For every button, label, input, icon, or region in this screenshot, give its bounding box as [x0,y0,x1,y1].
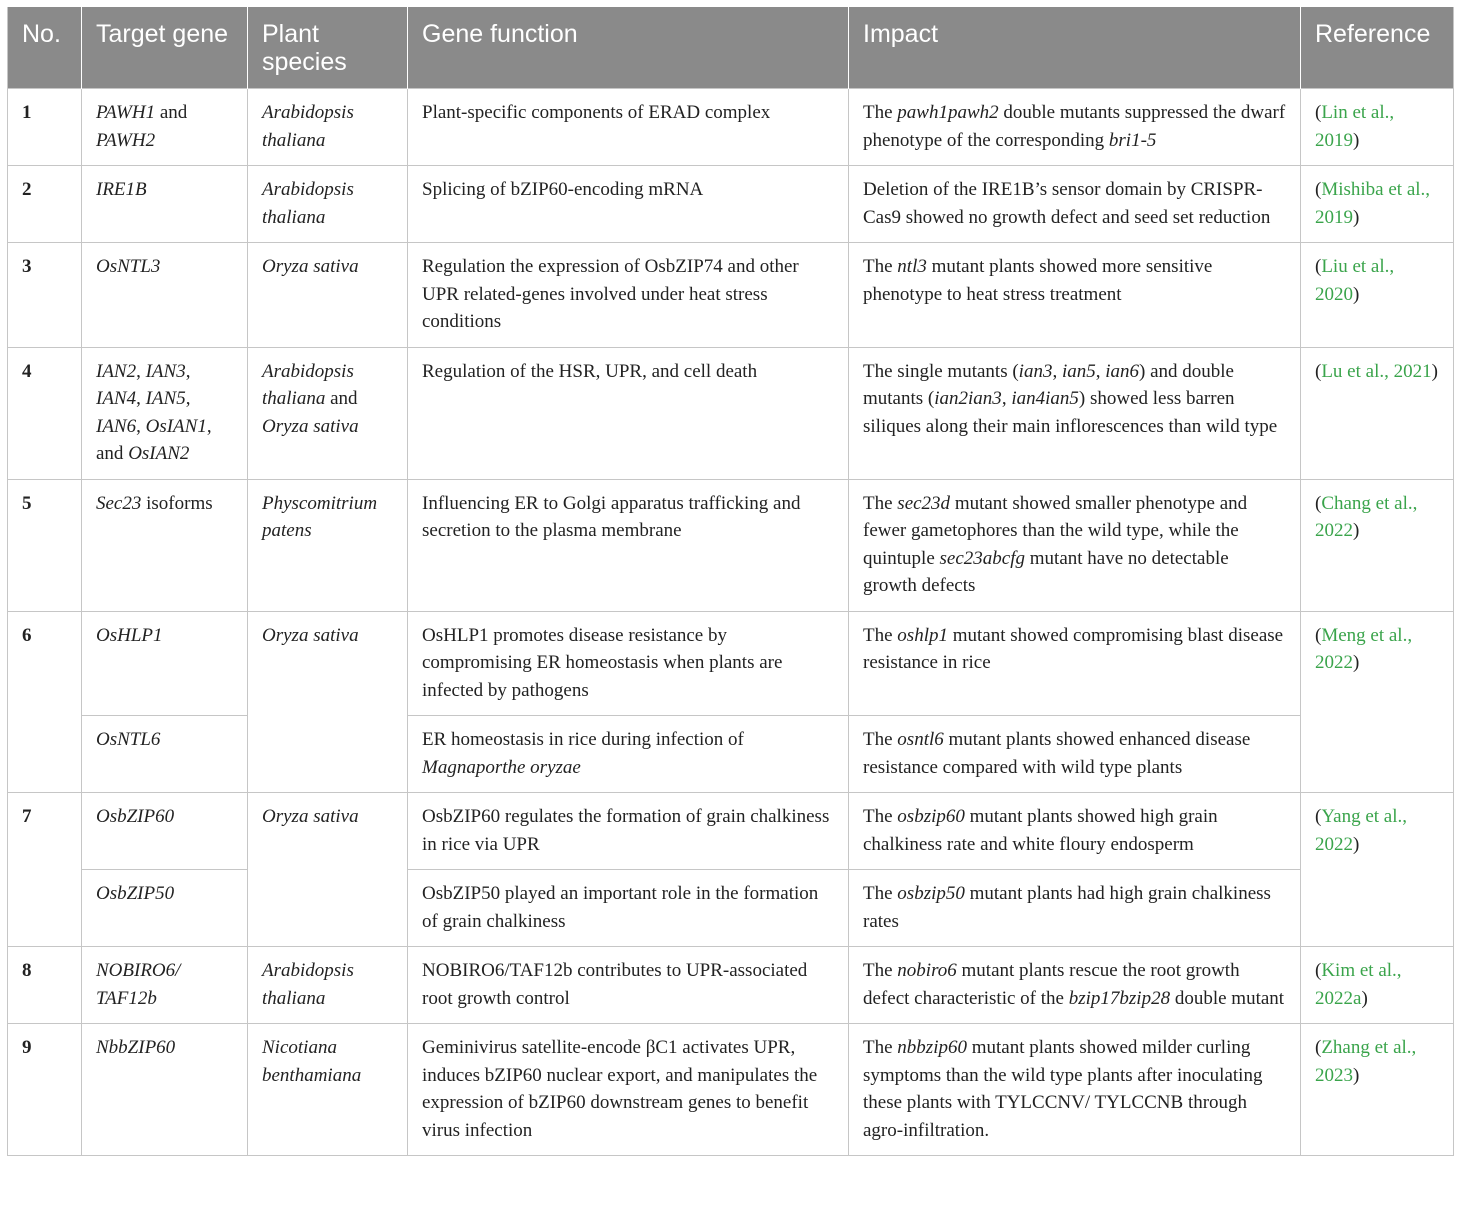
gene-function-cell [408,166,849,243]
impact-cell [849,347,1301,479]
text-segment: pawh1pawh2 [897,102,999,123]
impact-cell [849,611,1301,716]
text-segment: Geminivirus satellite-encode βC1 activates UPR, induces bZIP60 nuclear export, and manipulates the expression of bZIP60 downstream genes to benefit virus infection [422,1037,818,1141]
text-segment: Arabidopsis thaliana [262,179,354,228]
impact-cell [849,947,1301,1024]
impact-cell [849,166,1301,243]
text-segment: mutant showed compromising blast disease resistance in rice [863,624,1284,673]
text-segment: , [1052,360,1062,382]
text-segment: , [1095,360,1106,382]
gene-function-cell [408,243,849,348]
gene-function-cell [408,1024,849,1156]
table-row [8,243,1454,348]
text-segment: PAWH2 [96,129,156,151]
gene-function-cell [408,89,849,166]
text-segment: osbzip60 [897,806,965,827]
table-row [8,870,1454,947]
reference-cell: (Lu et al., 2021) [1301,347,1454,479]
gene-table [7,7,1454,1156]
text-segment: OsHLP1 [96,624,163,646]
reference-cell: (Meng et al., 2022) [1301,611,1454,793]
gene-function-cell [408,716,849,793]
text-segment: oshlp1 [897,624,948,646]
table-row [8,89,1454,166]
text-segment: OsbZIP60 [96,806,175,827]
row-number: 7 [8,793,82,947]
target-gene-cell [82,870,248,947]
header-plant-species: Plant species [248,7,408,89]
table-row [8,1024,1454,1156]
text-segment: ian2ian3 [934,388,1002,409]
text-segment: OsbZIP50 [96,883,175,904]
text-segment: osbzip50 [897,883,965,904]
text-segment: The [863,624,898,646]
header-reference: Reference [1301,7,1454,89]
text-segment: The [863,256,898,277]
text-segment: ) and double mutants ( [863,360,1234,409]
row-number: 1 [8,89,82,166]
target-gene-cell [82,166,248,243]
text-segment: mutant plants had high grain chalkiness rates [863,883,1271,932]
target-gene-cell [82,347,248,479]
plant-species-cell [248,166,408,243]
impact-cell [849,1024,1301,1156]
table-row [8,947,1454,1024]
text-segment: OsIAN1 [145,415,207,437]
gene-function-cell [408,347,849,479]
plant-species-cell [248,793,408,947]
table-row [8,166,1454,243]
reference-link[interactable]: Chang et al., 2022 [1315,492,1418,541]
text-segment: Plant-specific components of ERAD complex [422,102,771,123]
text-segment: ian3 [1018,360,1053,382]
text-segment: nbbzip60 [897,1037,967,1058]
text-segment: sec23abcfg [939,547,1026,569]
text-segment: OsIAN2 [128,443,190,464]
text-segment: mutant plants showed high grain chalkiness rate and white floury endosperm [863,806,1218,855]
row-number: 2 [8,166,82,243]
text-segment: Deletion of the IRE1B’s sensor domain by CRISPR-Cas9 showed no growth defect and seed set reduction [863,179,1271,228]
gene-function-cell [408,479,849,611]
text-segment: NOBIRO6/ TAF12b [96,960,181,1009]
text-segment: ntl3 [897,256,927,277]
text-segment: mutant have no detectable growth defects [863,547,1229,596]
text-segment: ) showed less barren siliques along their main inflorescences than wild type [863,388,1278,437]
text-segment: , [185,388,191,409]
text-segment: NOBIRO6/TAF12b contributes to UPR-associated root growth control [422,960,808,1009]
impact-cell [849,479,1301,611]
text-segment: IAN2 [96,360,137,382]
text-segment: The [863,960,898,981]
text-segment: ER homeostasis in rice during infection of [422,729,744,750]
reference-link[interactable]: Mishiba et al., 2019 [1315,179,1431,228]
text-segment: IAN3 [145,360,186,382]
text-segment: , and [96,415,212,464]
text-segment: OsbZIP50 played an important role in the formation of grain chalkiness [422,883,819,932]
header-row [8,7,1454,89]
reference-cell: (Yang et al., 2022) [1301,793,1454,947]
text-segment: Regulation of the HSR, UPR, and cell death [422,360,758,382]
text-segment: Sec23 [96,492,142,514]
target-gene-cell [82,479,248,611]
text-segment: Oryza sativa [262,256,359,277]
reference-link[interactable]: Meng et al., 2022 [1315,624,1413,673]
reference-cell: (Kim et al., 2022a) [1301,947,1454,1024]
table-row [8,611,1454,716]
text-segment: ian5 [1061,360,1096,382]
header-impact: Impact [849,7,1301,89]
reference-link[interactable]: Zhang et al., 2023 [1315,1037,1417,1086]
text-segment: Oryza sativa [262,415,359,437]
impact-cell [849,716,1301,793]
plant-species-cell [248,89,408,166]
text-segment: , [136,360,146,382]
text-segment: sec23d [897,492,951,514]
text-segment: Arabidopsis thaliana [262,102,354,151]
impact-cell [849,243,1301,348]
row-number: 9 [8,1024,82,1156]
reference-link[interactable]: Liu et al., 2020 [1315,256,1395,305]
header-gene-function: Gene function [408,7,849,89]
table-row [8,479,1454,611]
header-target-gene: Target gene [82,7,248,89]
text-segment: bri1-5 [1108,129,1157,151]
text-segment: PAWH1 [96,102,156,123]
text-segment: mutant plants rescue the root growth defect characteristic of the [863,960,1240,1009]
text-segment: Oryza sativa [262,806,359,827]
text-segment: IAN6 [96,415,137,437]
text-segment: The [863,806,898,827]
gene-function-cell [408,947,849,1024]
table-row [8,716,1454,793]
plant-species-cell [248,347,408,479]
text-segment: ian6 [1105,360,1140,382]
text-segment: Influencing ER to Golgi apparatus trafficking and secretion to the plasma membrane [422,492,801,541]
row-number: 4 [8,347,82,479]
text-segment: and [325,388,358,409]
text-segment: The [863,492,898,514]
gene-function-cell [408,793,849,870]
text-segment: ian4ian5 [1011,388,1079,409]
target-gene-cell [82,89,248,166]
reference-link[interactable]: Yang et al., 2022 [1315,806,1408,855]
text-segment: double mutants suppressed the dwarf phenotype of the corresponding [863,102,1286,151]
reference-link[interactable]: Lin et al., 2019 [1315,102,1395,151]
text-segment: Oryza sativa [262,624,359,646]
plant-species-cell [248,243,408,348]
text-segment: OsbZIP60 regulates the formation of grain chalkiness in rice via UPR [422,806,830,855]
header-no: No. [8,7,82,89]
reference-cell: (Lin et al., 2019) [1301,89,1454,166]
text-segment: OsHLP1 promotes disease resistance by compromising ER homeostasis when plants are infected by pathogens [422,624,783,701]
text-segment: Arabidopsis thaliana [262,360,354,409]
reference-cell: (Liu et al., 2020) [1301,243,1454,348]
text-segment: mutant plants showed more sensitive phenotype to heat stress treatment [863,256,1213,305]
text-segment: mutant plants showed milder curling symptoms than the wild type plants after inoculating these plants with TYLCCNV/ TYLCCNB through agro-infiltration. [863,1037,1263,1141]
target-gene-cell [82,243,248,348]
gene-function-cell [408,611,849,716]
reference-cell: (Zhang et al., 2023) [1301,1024,1454,1156]
text-segment: OsNTL6 [96,729,161,750]
impact-cell [849,870,1301,947]
text-segment: Regulation the expression of OsbZIP74 and other UPR related-genes involved under heat stress conditions [422,256,799,332]
text-segment: , [136,415,146,437]
table-row [8,347,1454,479]
reference-cell: (Chang et al., 2022) [1301,479,1454,611]
reference-link[interactable]: Lu et al., 2021 [1321,360,1432,382]
text-segment: bzip17bzip28 [1068,987,1171,1009]
target-gene-cell [82,1024,248,1156]
target-gene-cell [82,611,248,716]
text-segment: Nicotiana benthamiana [262,1037,362,1086]
gene-function-cell [408,870,849,947]
table-row [8,793,1454,870]
text-segment: osntl6 [897,729,944,750]
text-segment: Magnaporthe oryzae [422,756,581,778]
row-number: 6 [8,611,82,793]
text-segment: , [136,388,146,409]
impact-cell [849,793,1301,870]
reference-cell: (Mishiba et al., 2019) [1301,166,1454,243]
plant-species-cell [248,611,408,793]
text-segment: nobiro6 [897,960,957,981]
text-segment: The single mutants ( [863,360,1019,382]
plant-species-cell [248,1024,408,1156]
text-segment: and [155,102,188,123]
text-segment: NbbZIP60 [96,1037,176,1058]
text-segment: The [863,883,898,904]
target-gene-cell [82,947,248,1024]
text-segment: double mutant [1170,987,1285,1009]
plant-species-cell [248,947,408,1024]
text-segment: Arabidopsis thaliana [262,960,354,1009]
plant-species-cell [248,479,408,611]
text-segment: mutant plants showed enhanced disease resistance compared with wild type plants [863,729,1251,778]
target-gene-cell [82,716,248,793]
text-segment: , [1001,388,1012,409]
text-segment: Splicing of bZIP60-encoding mRNA [422,179,704,200]
target-gene-cell [82,793,248,870]
text-segment: OsNTL3 [96,256,161,277]
row-number: 8 [8,947,82,1024]
text-segment: mutant showed smaller phenotype and fewer gametophores than the wild type, while the quintuple [863,492,1248,569]
text-segment: , [185,360,191,382]
row-number: 3 [8,243,82,348]
text-segment: IAN4 [96,388,137,409]
text-segment: The [863,729,898,750]
text-segment: The [863,102,898,123]
text-segment: isoforms [141,492,213,514]
reference-link[interactable]: Kim et al., 2022a [1315,960,1402,1009]
impact-cell [849,89,1301,166]
text-segment: IRE1B [96,179,147,200]
text-segment: The [863,1037,898,1058]
text-segment: IAN5 [145,388,186,409]
table-body [8,89,1454,1156]
text-segment: Physcomitrium patens [262,492,378,541]
row-number: 5 [8,479,82,611]
